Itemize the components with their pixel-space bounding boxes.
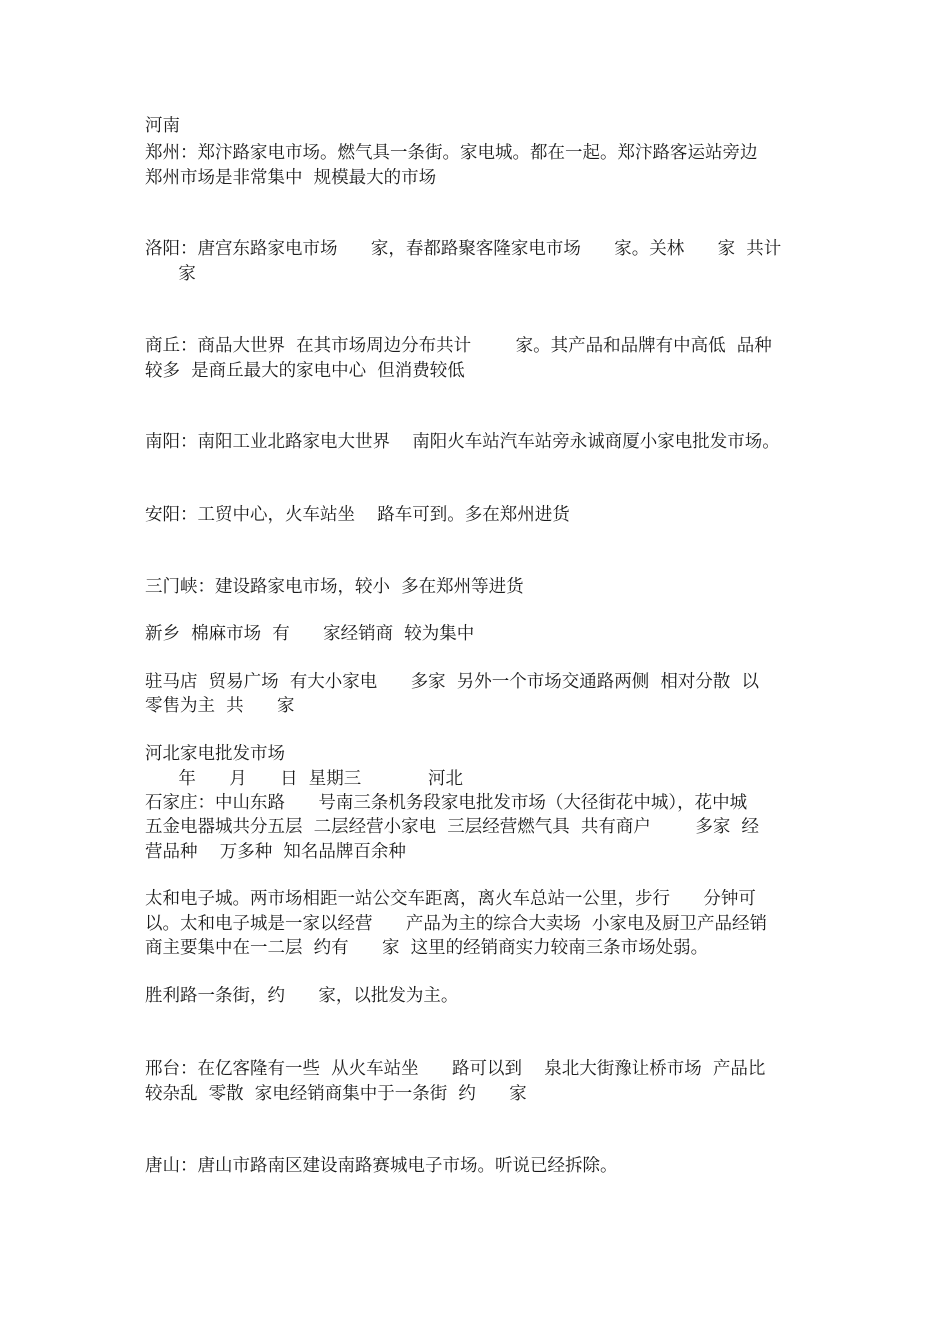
text-line: 营品种 万多种 知名品牌百余种: [145, 842, 406, 862]
text-line: 邢台：在亿客隆有一些 从火车站坐 路可以到 泉北大街豫让桥市场 产品比: [145, 1059, 766, 1079]
text-line: 郑州市场是非常集中 规模最大的市场: [145, 168, 437, 188]
heading-hebei: 河北家电批发市场: [145, 744, 285, 764]
text-line: 石家庄：中山东路 号南三条机务段家电批发市场（大径街花中城），花中城: [145, 793, 748, 813]
text-line: 家: [145, 264, 196, 284]
text-line: 新乡 棉麻市场 有 家经销商 较为集中: [145, 624, 475, 644]
text-line: 南阳：南阳工业北路家电大世界 南阳火车站汽车站旁永诚商厦小家电批发市场。: [145, 432, 780, 452]
date-line: 年 月 日 星期三 河北: [145, 769, 464, 789]
text-line: 五金电器城共分五层 二层经营小家电 三层经营燃气具 共有商户 多家 经: [145, 817, 760, 837]
text-line: 较杂乱 零散 家电经销商集中于一条街 约 家: [145, 1084, 527, 1104]
text-line: 较多 是商丘最大的家电中心 但消费较低: [145, 361, 465, 381]
text-line: 商主要集中在一二层 约有 家 这里的经销商实力较南三条市场处弱。: [145, 938, 709, 958]
text-line: 胜利路一条街，约 家，以批发为主。: [145, 986, 459, 1006]
heading-henan: 河南: [145, 116, 180, 136]
text-line: 以。太和电子城是一家以经营 产品为主的综合大卖场 小家电及厨卫产品经销: [145, 914, 767, 934]
text-line: 郑州：郑汴路家电市场。燃气具一条街。家电城。都在一起。郑汴路客运站旁边: [145, 143, 758, 163]
text-line: 驻马店 贸易广场 有大小家电 多家 另外一个市场交通路两侧 相对分散 以: [145, 672, 760, 692]
text-line: 零售为主 共 家: [145, 696, 295, 716]
text-line: 洛阳：唐宫东路家电市场 家，春都路聚客隆家电市场 家。关林 家 共计: [145, 239, 782, 259]
text-line: 太和电子城。两市场相距一站公交车距离，离火车总站一公里，步行 分钟可: [145, 889, 756, 909]
text-line: 三门峡：建设路家电市场，较小 多在郑州等进货: [145, 577, 524, 597]
text-line: 安阳：工贸中心，火车站坐 路车可到。多在郑州进货: [145, 505, 570, 525]
text-line: 唐山：唐山市路南区建设南路赛城电子市场。听说已经拆除。: [145, 1156, 618, 1176]
text-line: 商丘：商品大世界 在其市场周边分布共计 家。其产品和品牌有中高低 品种: [145, 336, 772, 356]
